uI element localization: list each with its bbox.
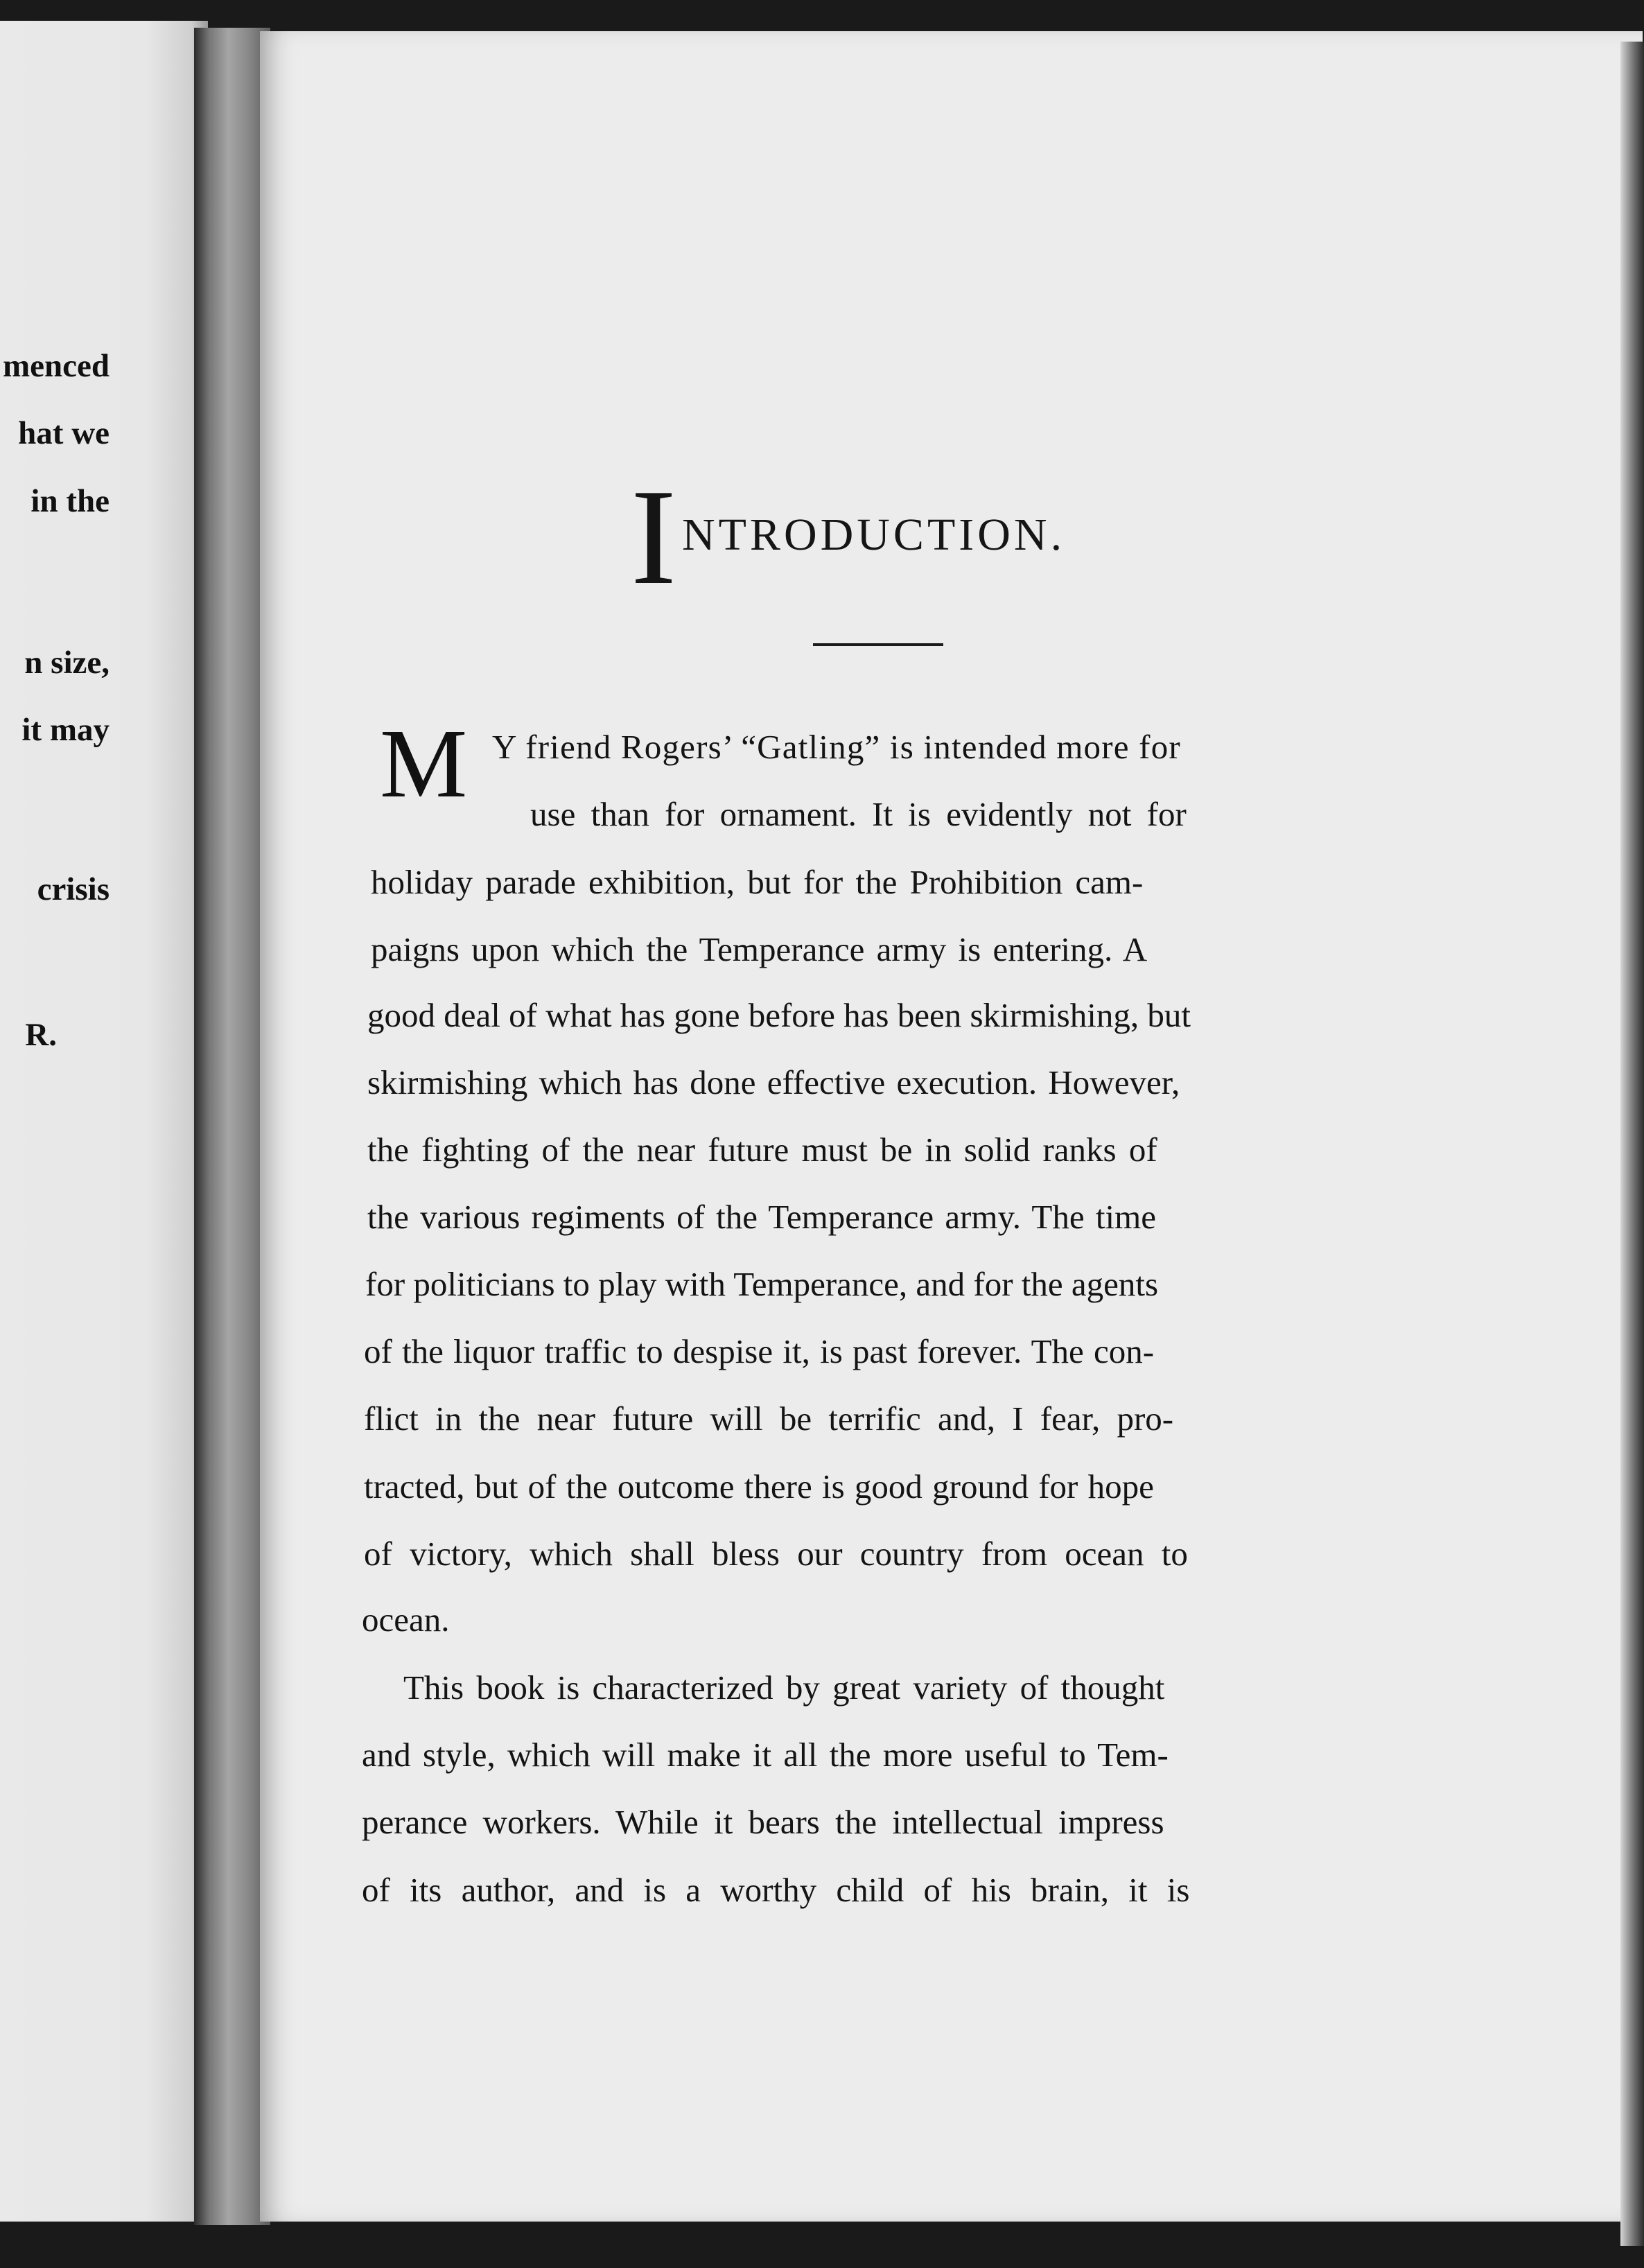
body-line: and style, which will make it all the more useful to Tem- — [362, 1736, 1169, 1774]
left-page-fragment: in the — [30, 483, 110, 519]
body-line: for politicians to play with Temperance, and for the agents — [365, 1265, 1159, 1303]
body-line: skirmishing which has done effective execution. However, — [367, 1063, 1180, 1101]
book-gutter — [194, 28, 270, 2225]
drop-cap: M — [380, 708, 468, 818]
body-line: Y friend Rogers’ “Gatling” is intended more for — [492, 728, 1181, 766]
left-page-fragment: R. — [25, 1017, 57, 1053]
body-line: ocean. — [362, 1600, 450, 1639]
left-page-fragment: hat we — [18, 415, 110, 451]
page-edge — [1620, 42, 1644, 2246]
body-line: flict in the near future will be terrific and, I fear, pro- — [364, 1399, 1174, 1438]
body-line: tracted, but of the outcome there is good ground for hope — [364, 1467, 1154, 1506]
body-line: This book is characterized by great variety of thought — [403, 1668, 1165, 1707]
chapter-heading — [631, 461, 1066, 613]
heading-rule — [813, 643, 943, 646]
body-line: paigns upon which the Temperance army is entering. A — [371, 930, 1148, 968]
heading-initial: I — [631, 461, 676, 613]
heading-text: NTRODUCTION. — [681, 509, 1066, 560]
body-line: of victory, which shall bless our country from ocean to — [364, 1535, 1188, 1573]
body-line: holiday parade exhibition, but for the Prohibition cam- — [371, 863, 1144, 901]
body-line: perance workers. While it bears the intellectual impress — [362, 1803, 1164, 1841]
left-page-fragment: menced — [2, 348, 110, 384]
body-line: use than for ornament. It is evidently not for — [530, 795, 1187, 833]
left-page-fragment: crisis — [37, 871, 110, 907]
body-line: the various regiments of the Temperance army. The time — [367, 1198, 1156, 1236]
body-line: good deal of what has gone before has been skirmishing, but — [367, 996, 1191, 1034]
left-page-fragment: n size, — [24, 645, 110, 681]
body-line: of its author, and is a worthy child of his brain, it is — [362, 1871, 1190, 1909]
body-line: of the liquor traffic to despise it, is past forever. The con- — [364, 1332, 1155, 1370]
body-line: the fighting of the near future must be in solid ranks of — [367, 1131, 1157, 1169]
left-page-fragment: it may — [21, 712, 110, 748]
